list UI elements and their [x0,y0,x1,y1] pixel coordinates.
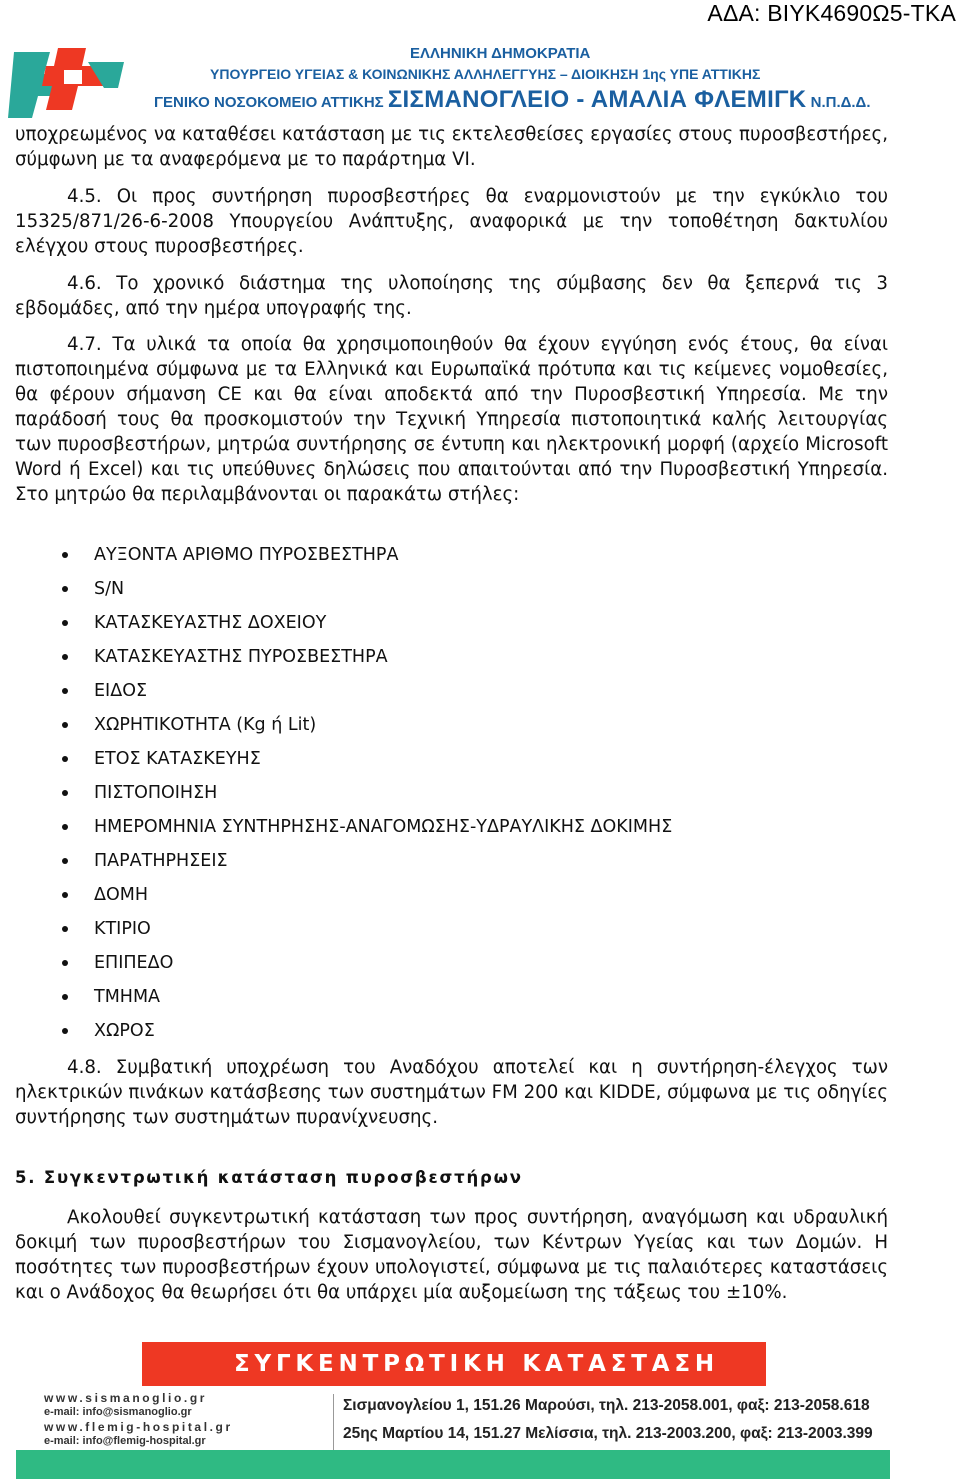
footer-green-bar [16,1450,890,1479]
hospital-suffix: Ν.Π.Δ.Δ. [810,94,871,111]
list-item: ΕΠΙΠΕΔΟ [0,949,672,983]
hospital-cross-logo [8,44,128,122]
list-item: ΚΤΙΡΙΟ [0,915,672,949]
ada-code: ΑΔΑ: ΒΙΥΚ4690Ω5-ΤΚΑ [707,0,956,26]
paragraph-intro: υποχρεωμένος να καταθέσει κατάσταση με τις εκτελεσθείσες εργασίες στους πυροσβεστήρες, σύμφωνη με τα αναφερόμενα με το παράρτημα VI. [15,124,888,170]
header-line-3 [154,86,871,114]
register-columns-list [0,541,672,1051]
section-5-heading: 5. Συγκεντρωτική κατάσταση πυροσβεστήρων [15,1168,523,1187]
list-item: ΠΑΡΑΤΗΡΗΣΕΙΣ [0,847,672,881]
list-item: ΕΙΔΟΣ [0,677,672,711]
paragraph-section-5: Ακολουθεί συγκεντρωτική κατάσταση των προς συντήρηση, αναγόμωση και υδραυλική δοκιμή των πυροσβεστήρων του Σισμανογλείου, των Κέντρων Υγείας και των Δομών. Η ποσότητες των πυροσβεστήρων έχουν υπολογιστεί, σύμφωνα με τις παλαιότερες καταστάσεις και ο Ανάδοχος θα θεωρήσει ότι θα υπάρχει μία αυξομείωση της τάξεως του ±10%. [15,1207,888,1303]
footer-email-2: e-mail: info@flemig-hospital.gr [44,1435,206,1447]
list-item: ΗΜΕΡΟΜΗΝΙΑ ΣΥΝΤΗΡΗΣΗΣ-ΑΝΑΓΟΜΩΣΗΣ-ΥΔΡΑΥΛΙΚΗΣ ΔΟΚΙΜΗΣ [0,813,672,847]
list-item: ΤΜΗΜΑ [0,983,672,1017]
hospital-name: ΣΙΣΜΑΝΟΓΛΕΙΟ - ΑΜΑΛΙΑ ΦΛΕΜΙΓΚ [387,86,807,113]
footer-web-2: www.flemig-hospital.gr [44,1420,233,1434]
list-item: ΑΥΞΟΝΤΑ ΑΡΙΘΜΟ ΠΥΡΟΣΒΕΣΤΗΡΑ [0,541,672,575]
list-item: ΠΙΣΤΟΠΟΙΗΣΗ [0,779,672,813]
list-item: S/N [0,575,672,609]
footer-address-2: 25ης Μαρτίου 14, 151.27 Μελίσσια, τηλ. 213-2003.200, φαξ: 213-2003.399 [343,1425,873,1442]
paragraph-4-6: 4.6. Το χρονικό διάστημα της υλοποίησης της σύμβασης δεν θα ξεπερνά τις 3 εβδομάδες, από την ημέρα υπογραφής της. [15,273,888,319]
footer-address-1: Σισμανογλείου 1, 151.26 Μαρούσι, τηλ. 213-2058.001, φαξ: 213-2058.618 [343,1397,870,1414]
footer-email-1: e-mail: info@sismanoglio.gr [44,1406,192,1418]
summary-banner: ΣΥΓΚΕΝΤΡΩΤΙΚΗ ΚΑΤΑΣΤΑΣΗ [142,1342,766,1386]
paragraph-4-5: 4.5. Οι προς συντήρηση πυροσβεστήρες θα εναρμονιστούν με την εγκύκλιο του 15325/871/26-6-2008 Υπουργείου Ανάπτυξης, αναφορικά με την τοποθέτηση δακτυλίου ελέγχου στους πυροσβεστήρες. [15,186,888,257]
list-item: ΕΤΟΣ ΚΑΤΑΣΚΕΥΗΣ [0,745,672,779]
list-item: ΚΑΤΑΣΚΕΥΑΣΤΗΣ ΠΥΡΟΣΒΕΣΤΗΡΑ [0,643,672,677]
footer-divider [333,1394,334,1450]
hospital-prefix: ΓΕΝΙΚΟ ΝΟΣΟΚΟΜΕΙΟ ΑΤΤΙΚΗΣ [154,94,384,111]
paragraph-4-8: 4.8. Συμβατική υποχρέωση του Αναδόχου αποτελεί και η συντήρηση-έλεγχος των ηλεκτρικών πινάκων κατάσβεσης των συστημάτων FM 200 και KIDDE, σύμφωνα με τις οδηγίες συντήρησης των συστημάτων πυρανίχνευσης. [15,1057,888,1128]
list-item: ΧΩΡΗΤΙΚΟΤΗΤΑ (Kg ή Lit) [0,711,672,745]
header-line-1: ΕΛΛΗΝΙΚΗ ΔΗΜΟΚΡΑΤΙΑ [410,45,591,62]
list-item: ΔΟΜΗ [0,881,672,915]
paragraph-4-7: 4.7. Τα υλικά τα οποία θα χρησιμοποιηθούν θα έχουν εγγύηση ενός έτους, θα είναι πιστοποιημένα σύμφωνα με τα Ελληνικά και Ευρωπαϊκά πρότυπα και τις κείμενες νομοθεσίες, θα φέρουν σήμανση CE και θα είναι αποδεκτά από την Πυροσβεστική Υπηρεσία. Με την παράδοσή τους θα προσκομιστούν την Τεχνική Υπηρεσία πιστοποιητικά καλής λειτουργίας των πυροσβεστήρων, μητρώα συντήρησης σε έντυπη και ηλεκτρονική μορφή (αρχείο Microsoft Word ή Excel) και τις υπεύθυνες δηλώσεις που απαιτούνται από την Πυροσβεστική Υπηρεσία. Στο μητρώο θα περιλαμβάνονται οι παρακάτω στήλες: [15,334,888,505]
header-line-2: ΥΠΟΥΡΓΕΙΟ ΥΓΕΙΑΣ & ΚΟΙΝΩΝΙΚΗΣ ΑΛΛΗΛΕΓΓΥΗΣ – ΔΙΟΙΚΗΣΗ 1ης ΥΠΕ ΑΤΤΙΚΗΣ [210,66,761,82]
list-item: ΚΑΤΑΣΚΕΥΑΣΤΗΣ ΔΟΧΕΙΟΥ [0,609,672,643]
list-item: ΧΩΡΟΣ [0,1017,672,1051]
footer-web-1: www.sismanoglio.gr [44,1391,208,1405]
